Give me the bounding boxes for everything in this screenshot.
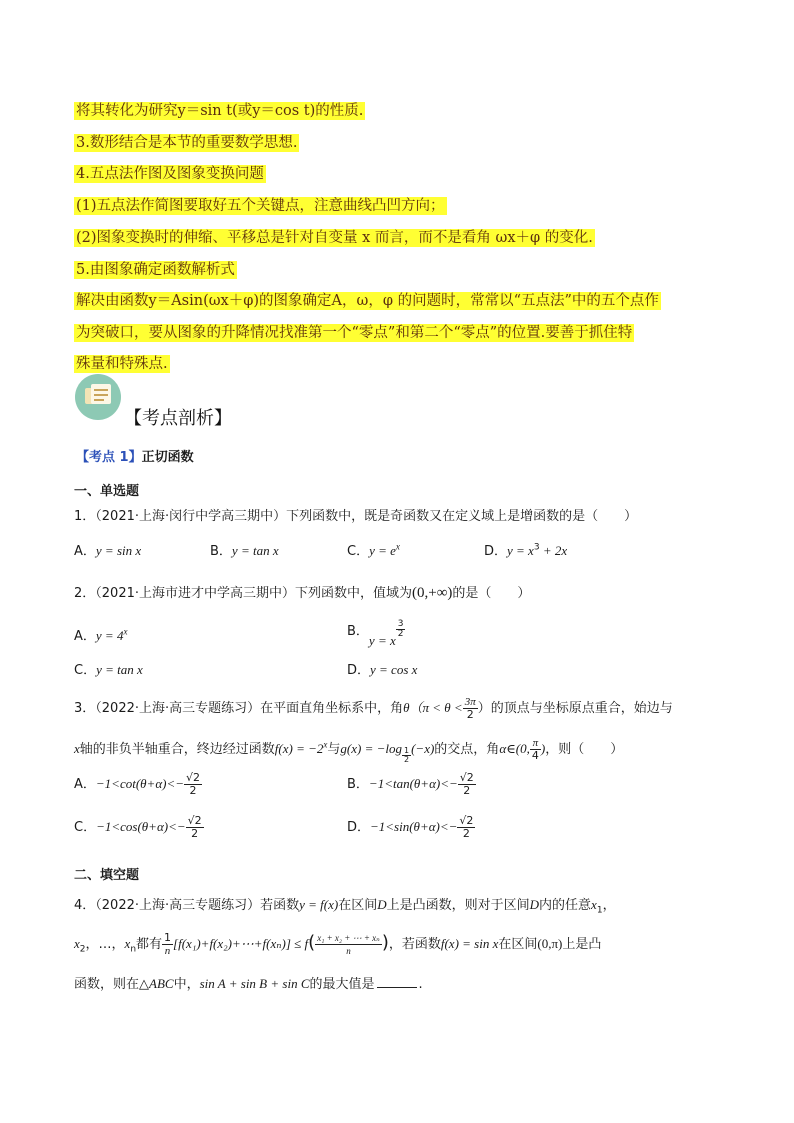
question-4-line-3: 函数，则在△ABC中，sin A + sin B + sin C的最大值是 . — [74, 976, 423, 992]
summary-line-8: 为突破口，要从图象的升降情况找准第一个“零点”和第二个“零点”的位置.要善于抓住特 — [76, 325, 633, 341]
question-2-stem: 2．（2021·上海市进才中学高三期中）下列函数中，值域为(0,+∞)的是（ ） — [74, 585, 531, 601]
question-4-line-2: $x_2$，…，$x_n$都有 $\frac{1}{n}$ [f(x₁)+f(x₂)+⋯+f(xₙ)] ≤ f( $\frac{\text{x₁ + x₂ + ⋯ + xₙ}}{n}$ )，若函数f(x) = sin x在区间(0,π)上是凸 — [74, 931, 602, 957]
question-3-line-2: x轴的非负半轴重合，终边经过函数$f(x) = -2^x$与g(x) = −log $\frac{1}{2}$ (−x)的交点，角α∈(0, $\frac{\pi}{4}$ )，则（ ） — [74, 737, 624, 764]
question-4-line-1: 4．（2022·上海·高三专题练习）若函数y = f(x)在区间D上是凸函数，则对于区间D内的任意$x_1$， — [74, 897, 616, 916]
summary-line-3: 4.五点法作图及图象变换问题 — [76, 166, 264, 182]
question-1-stem: 1．（2021·上海·闵行中学高三期中）下列函数中，既是奇函数又在定义域上是增函数的是（ ） — [74, 509, 638, 524]
kaodian-heading: 【考点 1】正切函数 — [76, 450, 194, 465]
summary-line-6: 5.由图象确定函数解析式 — [76, 262, 235, 278]
q3-option-c: C．−1<cos(θ+α)<− $\frac{√2}{2}$ — [74, 814, 202, 840]
summary-line-5: (2)图象变换时的伸缩、平移总是针对自变量 x 而言，而不是看角 ωx＋φ 的变化. — [76, 230, 593, 246]
q3-option-d: D．−1<sin(θ+α)<− $\frac{√2}{2}$ — [347, 814, 474, 840]
q1-option-d: D．$y = x^3 + 2x$ — [484, 542, 568, 559]
part-fill-blank: 二、填空题 — [74, 868, 140, 883]
q2-option-c: C．y = tan x — [74, 662, 143, 678]
summary-line-9: 殊量和特殊点. — [76, 356, 168, 372]
q1-option-a: A．y = sin x — [74, 543, 142, 559]
q1-option-c: C．$y = e^x$ — [347, 541, 400, 559]
summary-line-2: 3.数形结合是本节的重要数学思想. — [76, 135, 298, 151]
part-single-choice: 一、单选题 — [74, 484, 140, 499]
summary-line-7: 解决由函数y＝Asin(ωx＋φ)的图象确定A，ω，φ 的问题时，常常以“五点法”中的五个点作 — [76, 293, 659, 309]
q1-option-b: B．y = tan x — [210, 543, 279, 559]
question-3-line-1: 3．（2022·上海·高三专题练习）在平面直角坐标系中，角θ（π < θ < $\frac{3\pi}{2}$ ）的顶点与坐标原点重合，始边与 — [74, 696, 673, 721]
document-icon — [75, 374, 121, 420]
summary-line-4: (1)五点法作简图要取好五个关键点，注意曲线凸凹方向； — [76, 198, 445, 214]
summary-line-1: 将其转化为研究y＝sin t(或y＝cos t)的性质. — [76, 103, 364, 119]
q2-option-a: A．$y = 4^x$ — [74, 626, 128, 644]
q3-option-b: B．−1<tan(θ+α)<− $\frac{√2}{2}$ — [347, 771, 474, 797]
q2-option-d: D．y = cos x — [347, 662, 418, 678]
q2-option-b: B．y = x $\frac{3}{2}$ — [347, 619, 404, 648]
section-title: 【考点剖析】 — [124, 408, 232, 429]
q3-option-a: A．−1<cot(θ+α)<− $\frac{√2}{2}$ — [74, 771, 201, 797]
answer-blank[interactable] — [377, 987, 417, 988]
